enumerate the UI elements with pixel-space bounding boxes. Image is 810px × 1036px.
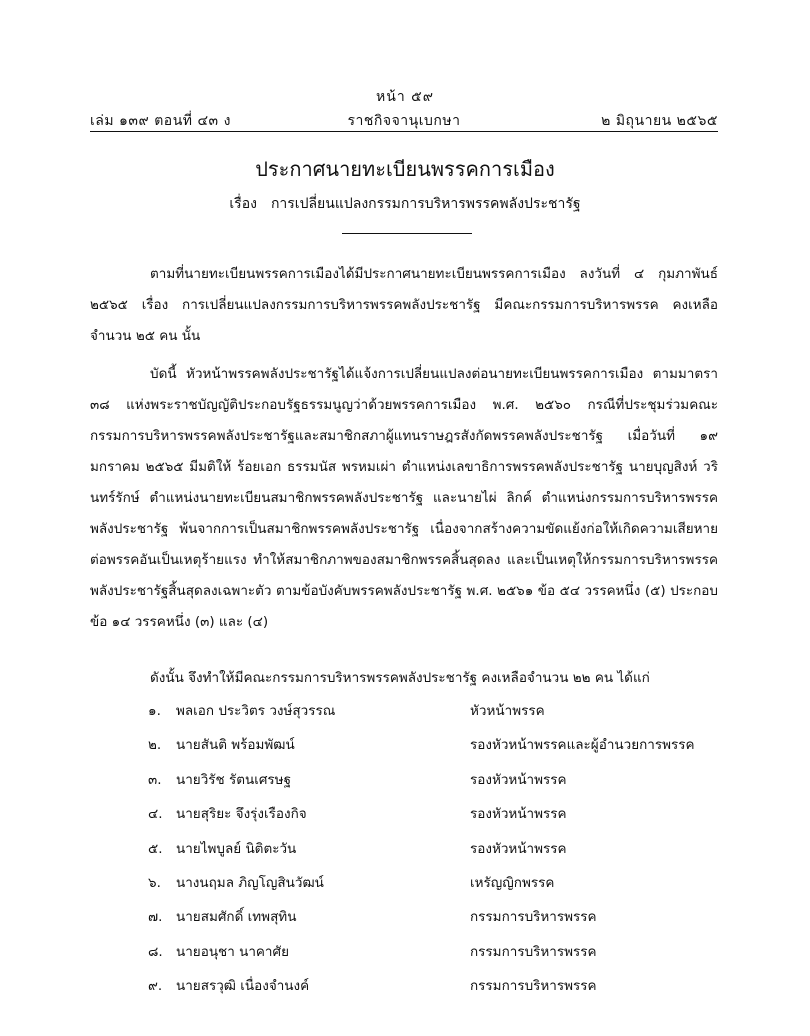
member-number: ๒. bbox=[148, 737, 162, 754]
member-name: นางนฤมล ภิญโญสินวัฒน์ bbox=[176, 874, 324, 891]
member-position: กรรมการบริหารพรรค bbox=[470, 943, 597, 960]
committee-member-row bbox=[148, 974, 728, 1008]
member-number: ๕. bbox=[148, 840, 163, 857]
member-name: พลเอก ประวิตร วงษ์สุวรรณ bbox=[176, 703, 336, 719]
member-name: นายสมศักดิ์ เทพสุทิน bbox=[176, 909, 297, 926]
gazette-header bbox=[90, 110, 718, 130]
member-number: ๓. bbox=[148, 771, 162, 788]
member-position: หัวหน้าพรรค bbox=[470, 703, 545, 719]
publication-date: ๒ มิถุนายน ๒๕๖๕ bbox=[601, 113, 718, 129]
committee-member-row bbox=[148, 940, 728, 974]
committee-member-row bbox=[148, 699, 728, 733]
member-position: เหรัญญิกพรรค bbox=[470, 874, 555, 891]
document-subject bbox=[0, 193, 810, 215]
volume-issue: เล่ม ๑๓๙ ตอนที่ ๔๓ ง bbox=[90, 113, 231, 129]
title-divider bbox=[342, 233, 472, 234]
header-divider bbox=[90, 131, 718, 132]
paragraph-1-text: ตามที่นายทะเบียนพรรคการเมืองได้มีประกาศนายทะเบียนพรรคการเมือง ลงวันที่ ๔ กุมภาพันธ์ ๒๕๖๕ เรื่อง การเปลี่ยนแปลงกรรมการบริหารพรรคพลังประชารัฐ มีคณะกรรมการบริหารพรรค คงเหลือจำนวน ๒๕ คน นั้น bbox=[90, 266, 718, 344]
committee-member-row bbox=[148, 802, 728, 836]
member-position: กรรมการบริหารพรรค bbox=[470, 909, 597, 926]
member-number: ๗. bbox=[148, 909, 163, 926]
committee-member-row bbox=[148, 733, 728, 767]
member-number: ๘. bbox=[148, 943, 163, 960]
member-number: ๖. bbox=[148, 874, 161, 891]
member-name: นายสรวุฒิ เนื่องจำนงค์ bbox=[176, 978, 310, 995]
subject-label: เรื่อง bbox=[229, 196, 257, 212]
member-name: นายไพบูลย์ นิติตะวัน bbox=[176, 840, 297, 857]
member-position: รองหัวหน้าพรรคและผู้อำนวยการพรรค bbox=[470, 737, 695, 754]
member-position: รองหัวหน้าพรรค bbox=[470, 806, 567, 823]
committee-member-list bbox=[148, 699, 728, 1009]
member-position: รองหัวหน้าพรรค bbox=[470, 771, 567, 788]
member-position: รองหัวหน้าพรรค bbox=[470, 840, 567, 857]
member-position: กรรมการบริหารพรรค bbox=[470, 978, 597, 995]
paragraph-2-text: บัดนี้ หัวหน้าพรรคพลังประชารัฐได้แจ้งการเปลี่ยนแปลงต่อนายทะเบียนพรรคการเมือง ตามมาตรา ๓๘ แห่งพระราชบัญญัติประกอบรัฐธรรมนูญว่าด้วยพรรคการเมือง พ.ศ. ๒๕๖๐ กรณีที่ประชุมร่วมคณะกรรมการบริหารพรรคพลังประชารัฐและสมาชิกสภาผู้แทนราษฎรสังกัดพรรคพลังประชารัฐ เมื่อวันที่ ๑๙ มกราคม ๒๕๖๕ มีมติให้ ร้อยเอก ธรรมนัส พรหมเผ่า ตำแหน่งเลขาธิการพรรคพลังประชารัฐ นายบุญสิงห์ วรินทร์รักษ์ ตำแหน่งนายทะเบียนสมาชิกพรรคพลังประชารัฐ และนายไผ่ ลิกค์ ตำแหน่งกรรมการบริหารพรรคพลังประชารัฐ พ้นจากการเป็นสมาชิกพรรคพลังประชารัฐ เนื่องจากสร้างความขัดแย้งก่อให้เกิดความเสียหายต่อพรรคอันเป็นเหตุร้ายแรง ทำให้สมาชิกภาพของสมาชิกพรรคสิ้นสุดลง และเป็นเหตุให้กรรมการบริหารพรรคพลังประชารัฐสิ้นสุดลงเฉพาะตัว ตามข้อบังคับพรรคพลังประชารัฐ พ.ศ. ๒๕๖๑ ข้อ ๕๔ วรรคหนึ่ง (๕) ประกอบข้อ ๑๔ วรรคหนึ่ง (๓) และ (๔) bbox=[90, 366, 718, 630]
member-name: นายสันติ พร้อมพัฒน์ bbox=[176, 737, 295, 754]
gazette-name: ราชกิจจานุเบกษา bbox=[347, 113, 461, 129]
paragraph-2 bbox=[90, 359, 718, 638]
member-name: นายวิรัช รัตนเศรษฐ bbox=[176, 771, 292, 788]
member-number: ๙. bbox=[148, 978, 163, 995]
member-number: ๑. bbox=[148, 703, 161, 719]
committee-member-row bbox=[148, 768, 728, 802]
member-name: นายอนุชา นาคาศัย bbox=[176, 943, 289, 960]
subject-text: การเปลี่ยนแปลงกรรมการบริหารพรรคพลังประชารัฐ bbox=[270, 196, 581, 212]
page-number: หน้า ๕๙ bbox=[376, 89, 434, 105]
committee-member-row bbox=[148, 871, 728, 905]
member-number: ๔. bbox=[148, 806, 163, 823]
paragraph-3: ดังนั้น จึงทำให้มีคณะกรรมการบริหารพรรคพลังประชารัฐ คงเหลือจำนวน ๒๒ คน ได้แก่ bbox=[150, 670, 650, 686]
committee-member-row bbox=[148, 837, 728, 871]
paragraph-1 bbox=[90, 259, 718, 352]
document-title: ประกาศนายทะเบียนพรรคการเมือง bbox=[255, 157, 555, 181]
member-name: นายสุริยะ จึงรุ่งเรืองกิจ bbox=[176, 806, 307, 823]
committee-member-row bbox=[148, 905, 728, 939]
